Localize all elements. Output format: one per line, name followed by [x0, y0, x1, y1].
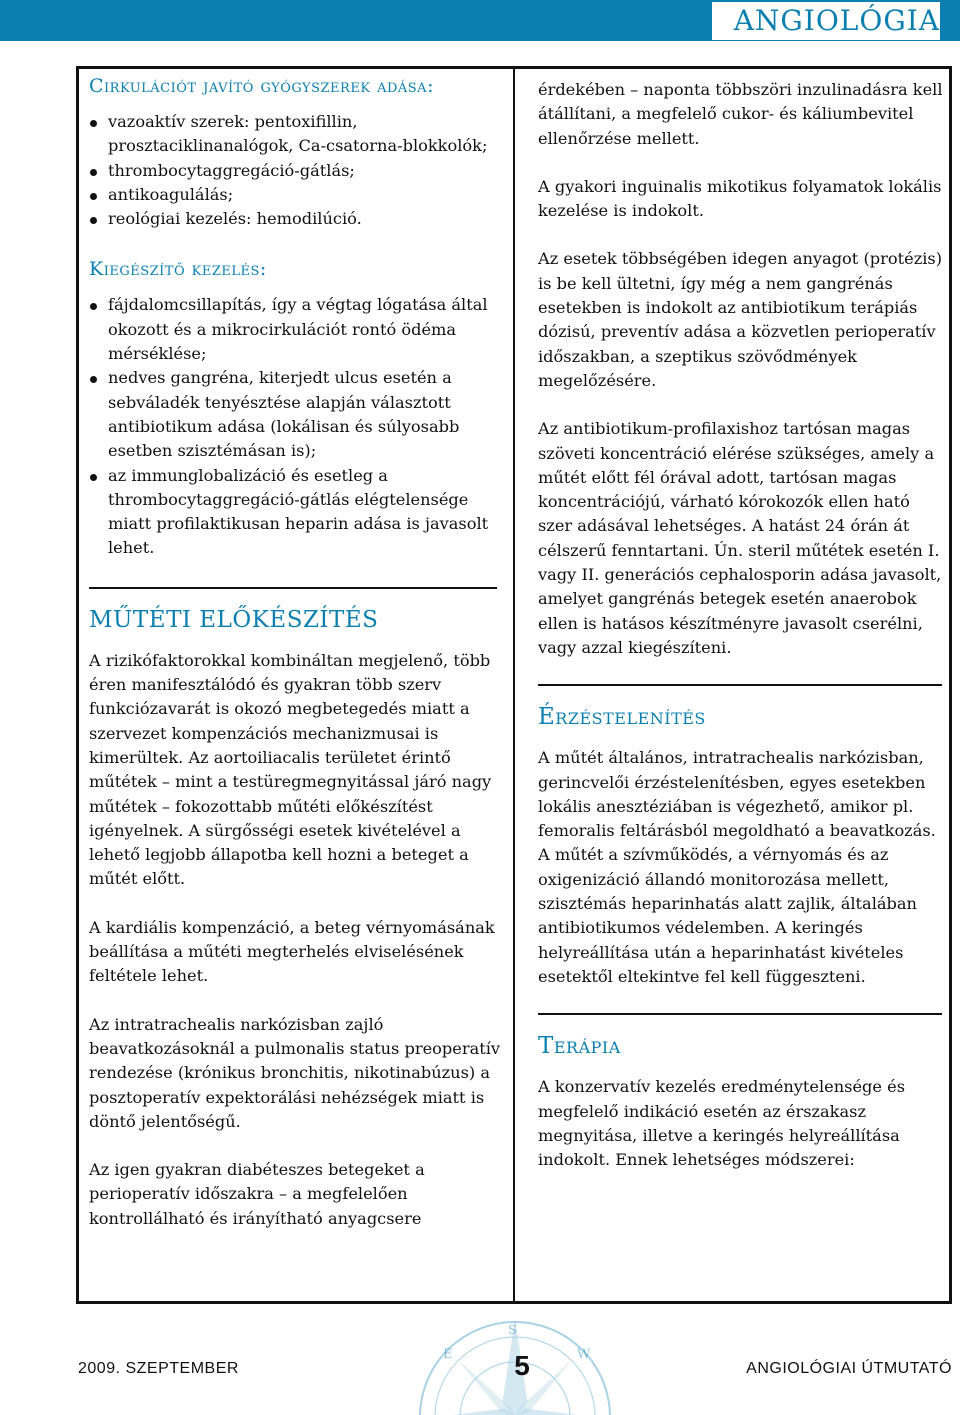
- section-heading-preparation: MŰTÉTI ELŐKÉSZÍTÉS: [89, 606, 379, 633]
- paragraph: Az intratrachealis narkózisban zajló beavatkozásoknál a pulmonalis status preoperatív rendezése (krónikus bronchitis, nikotinabúzus) a posztoperatív expektorálási nehézségek miatt is döntő jelentőségű.: [89, 1014, 501, 1131]
- list-item: nedves gangréna, kiterjedt ulcus esetén a sebváladék tenyésztése alapján választott antibiotikum adása (lokálisan és súlyosabb esetben szisztémásan is);: [89, 366, 501, 463]
- list-item: vazoaktív szerek: pentoxifillin, prosztaciklinanalógok, Ca-csatorna-blokkolók;: [89, 110, 501, 159]
- section-heading-supplementary: Kiegészítő kezelés:: [89, 258, 267, 281]
- list-item: az immunglobalizáció és esetleg a thrombocytaggregáció-gátlás elégtelensége miatt profilaktikusan heparin adása is javasolt lehet.: [89, 464, 501, 561]
- running-header-title: ANGIOLÓGIA: [712, 2, 940, 40]
- footer-publication: ANGIOLÓGIAI ÚTMUTATÓ: [746, 1360, 952, 1377]
- list-item: fájdalomcsillapítás, így a végtag lógatása által okozott és a mikrocirkulációt rontó ödéma mérséklése;: [89, 293, 501, 366]
- paragraph: A műtét általános, intratrachealis narkózisban, gerincvelői érzéstelenítésben, egyes esetekben lokális anesztéziában is végezhető, amikor pl. femoralis feltárásból megoldható a beavatkozás. A műtét a szívműködés, a vérnyomás és az oxigenizáció állandó monitorozása mellett, szisztémás heparinhatás alatt zajlik, általában antibiotikumos védelemben. A keringés helyreállítása után a heparinhatást kivételes esetektől eltekintve fel kell függeszteni.: [538, 748, 936, 986]
- section-rule: [89, 587, 497, 589]
- circulation-list: [89, 110, 501, 231]
- left-column: [89, 74, 501, 1255]
- compass-letter: W: [577, 1347, 591, 1362]
- section-heading-circulation: Cirkulációt javító gyógyszerek adása:: [89, 75, 434, 97]
- supplementary-list: [89, 293, 501, 560]
- paragraph: A rizikófaktorokkal kombináltan megjelenő, több éren manifesztálódó és gyakran több szerv funkciózavarát is okozó megbetegedés miatt a szervezet kompenzációs mechanizmusai is kimerültek. Az aortoiliacalis területet érintő műtétek – mint a testüregmegnyitással járó nagy műtétek – fokozottabb műtéti előkészítést igényelnek. A sürgősségi esetek kivételével a lehető legjobb állapotba kell hozni a beteget a műtét előtt.: [89, 650, 492, 889]
- list-item: antikoagulálás;: [89, 183, 501, 207]
- compass-letter: E: [443, 1347, 453, 1362]
- paragraph: érdekében – naponta többszöri inzulinadásra kell átállítani, a megfelelő cukor- és káliumbevitel ellenőrzése mellett.: [538, 80, 943, 148]
- paragraph: A konzervatív kezelés eredménytelensége és megfelelő indikáció esetén az érszakasz megnyitása, illetve a keringés helyreállítása indokolt. Ennek lehetséges módszerei:: [538, 1077, 906, 1170]
- paragraph: A gyakori inguinalis mikotikus folyamatok lokális kezelése is indokolt.: [538, 176, 942, 221]
- page-number: 5: [514, 1350, 530, 1381]
- section-rule: [538, 1013, 942, 1015]
- section-heading-therapy: Terápia: [538, 1033, 621, 1060]
- footer-date: 2009. SZEPTEMBER: [78, 1360, 239, 1377]
- list-item: reológiai kezelés: hemodilúció.: [89, 207, 501, 231]
- section-rule: [538, 684, 942, 686]
- compass-letter: S: [508, 1323, 517, 1338]
- section-heading-anesthesia: Érzéstelenítés: [538, 704, 706, 731]
- paragraph: A kardiális kompenzáció, a beteg vérnyomásának beállítása a műtéti megterhelés elviselésének feltétele lehet.: [89, 917, 495, 986]
- paragraph: Az igen gyakran diabéteszes betegeket a perioperatív időszakra – a megfelelően kontrollálható és irányítható anyagcsere: [89, 1160, 425, 1228]
- list-item: thrombocytaggregáció-gátlás;: [89, 159, 501, 183]
- paragraph: Az antibiotikum-profilaxishoz tartósan magas szöveti koncentráció elérése szükséges, amely a műtét előtt fél órával adott, tartósan magas koncentrációjú, várható kórokozók ellen ható szer adásával lehetséges. A hatást 24 órán át célszerű fenntartani. Ún. steril műtétek esetén I. vagy II. generációs cephalosporin adása javasolt, amelyet gangrénás betegek esetén anaerobok ellen is hatásos készítményre javasolt cserélni, vagy azzal kiegészíteni.: [538, 419, 942, 657]
- right-column: [538, 78, 944, 1196]
- paragraph: Az esetek többségében idegen anyagot (protézis) is be kell ültetni, így még a nem gangrénás esetekben is indokolt az antibiotikum terápiás dózisú, preventív adása a közvetlen perioperatív időszakban, a szeptikus szövődmények megelőzésére.: [538, 249, 943, 390]
- column-divider: [513, 66, 515, 1304]
